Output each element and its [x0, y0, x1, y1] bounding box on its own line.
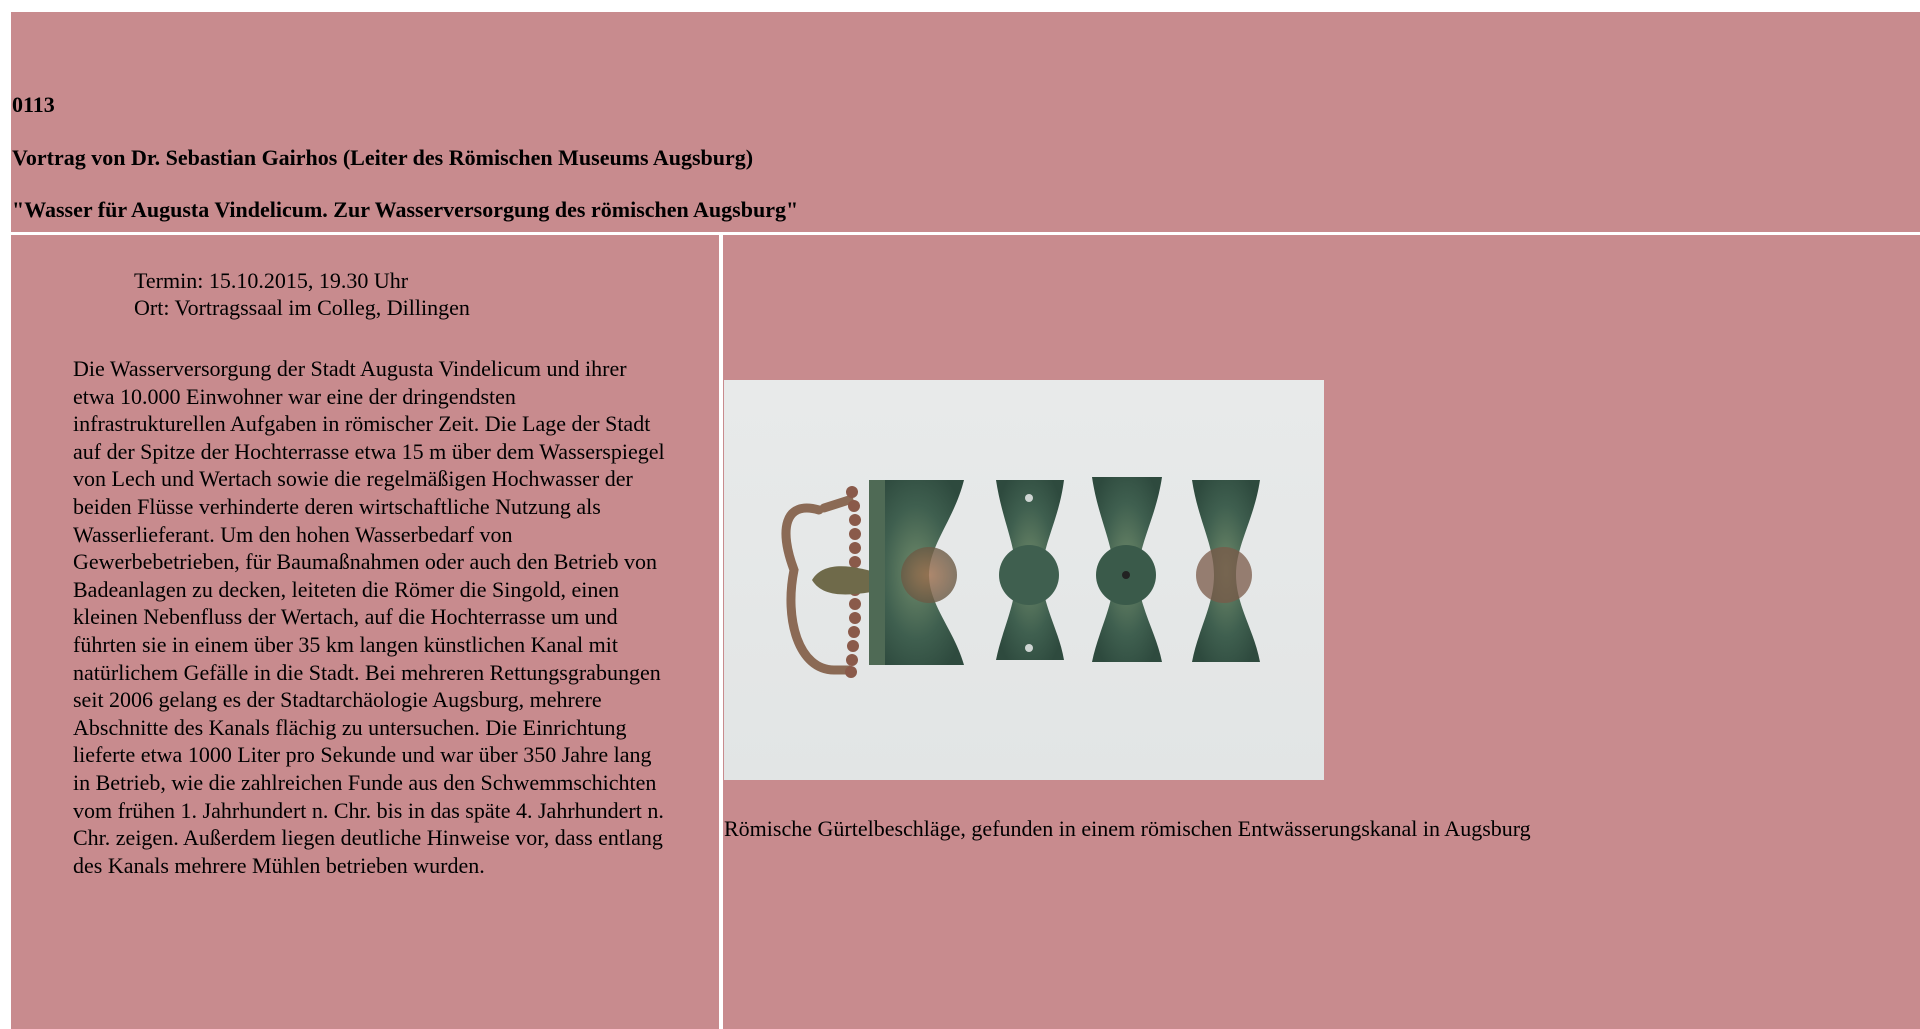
page-frame — [11, 12, 1920, 1029]
description-text: Die Wasserversorgung der Stadt Augusta Vindelicum und ihrer etwa 10.000 Einwohner war eine der dringendsten infrastrukturellen Aufgaben in römischer Zeit. Die Lage der Stadt auf der Spitze der Hochterrasse etwa 15 m über dem Wasserspiegel von Lech und Wertach sowie die regelmäßigen Hochwasser der beiden Flüsse verhinderte deren wirtschaftliche Nutzung als Wasserlieferant. Um den hohen Wasserbedarf von Gewerbebetrieben, für Baumaßnahmen oder auch den Betrieb von Badeanlagen zu decken, leiteten die Römer die Singold, einen kleinen Nebenfluss der Wertach, auf die Hochterrasse um und führten sie in einem über 35 km langen künstlichen Kanal mit natürlichem Gefälle in die Stadt. Bei mehreren Rettungsgrabungen seit 2006 gelang es der Stadtarchäologie Augsburg, mehrere Abschnitte des Kanals flächig zu untersuchen. Die Einrichtung lieferte etwa 1000 Liter pro Sekunde und war über 350 Jahre lang in Betrieb, wie die zahlreichen Funde aus den Schwemmschichten vom frühen 1. Jahrhundert n. Chr. bis in das späte 4. Jahrhundert n. Chr. zeigen. Außerdem liegen deutliche Hinweise vor, dass entlang des Kanals mehrere Mühlen betrieben wurden. — [73, 356, 665, 878]
speaker-line: Vortrag von Dr. Sebastian Gairhos (Leiter des Römischen Museums Augsburg) — [12, 145, 754, 170]
event-date: Termin: 15.10.2015, 19.30 Uhr — [134, 268, 409, 293]
right-image-panel — [723, 235, 1920, 1029]
event-meta — [134, 267, 470, 321]
event-location: Ort: Vortragssaal im Colleg, Dillingen — [134, 295, 470, 320]
belt-fittings-image — [724, 380, 1324, 780]
left-text-panel — [11, 235, 719, 1029]
belt-fittings-photo — [724, 380, 1324, 780]
description — [73, 355, 673, 879]
header-panel — [11, 12, 1920, 232]
lecture-title: "Wasser für Augusta Vindelicum. Zur Wasserversorgung des römischen Augsburg" — [12, 197, 799, 222]
image-caption: Römische Gürtelbeschläge, gefunden in einem römischen Entwässerungskanal in Augsburg — [724, 816, 1531, 841]
event-number: 0113 — [12, 92, 55, 117]
